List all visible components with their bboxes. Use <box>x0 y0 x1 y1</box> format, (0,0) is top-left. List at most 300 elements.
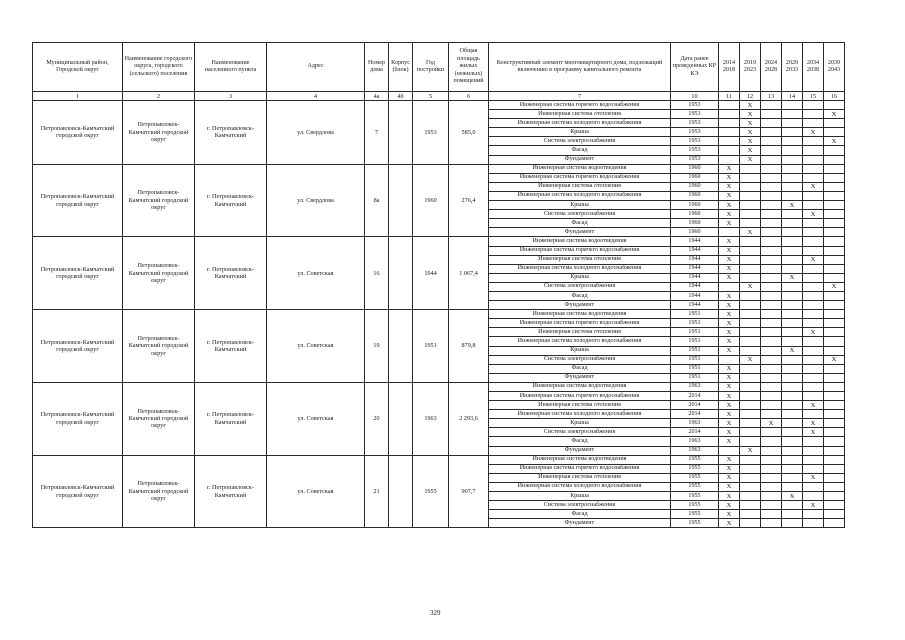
period-mark-cell <box>761 346 782 355</box>
period-mark-cell <box>803 301 824 310</box>
period-mark-cell: X <box>740 128 761 137</box>
col-header-period-2014-2018: 2014 2018 <box>719 43 740 92</box>
column-number: 1 <box>33 92 123 101</box>
period-mark-cell: X <box>719 428 740 437</box>
prior-repair-date-cell: 1944 <box>671 264 719 273</box>
prior-repair-date-cell: 1953 <box>671 119 719 128</box>
element-name-cell: Инженерная система отопления <box>489 473 671 482</box>
col-header-period-2039-2043: 2039 2043 <box>824 43 845 92</box>
period-mark-cell <box>740 428 761 437</box>
period-mark-cell <box>740 482 761 491</box>
period-mark-cell <box>803 137 824 146</box>
column-number: 4б <box>389 92 413 101</box>
column-number: 16 <box>824 92 845 101</box>
period-mark-cell: X <box>824 355 845 364</box>
prior-repair-date-cell: 1953 <box>671 110 719 119</box>
period-mark-cell <box>824 164 845 173</box>
period-mark-cell: X <box>719 510 740 519</box>
period-mark-cell <box>782 301 803 310</box>
element-name-cell: Фундамент <box>489 373 671 382</box>
period-mark-cell <box>803 492 824 501</box>
period-mark-cell <box>761 210 782 219</box>
period-mark-cell <box>719 355 740 364</box>
col-header-district: Муниципальный район, Городской округ <box>33 43 123 92</box>
period-mark-cell: X <box>719 273 740 282</box>
period-mark-cell: X <box>782 273 803 282</box>
prior-repair-date-cell: 1953 <box>671 146 719 155</box>
period-mark-cell <box>761 310 782 319</box>
col-header-period-2029-2033: 2029 2033 <box>782 43 803 92</box>
period-mark-cell <box>740 501 761 510</box>
period-mark-cell: X <box>719 201 740 210</box>
prior-repair-date-cell: 1955 <box>671 510 719 519</box>
period-mark-cell <box>824 382 845 391</box>
period-mark-cell: X <box>719 492 740 501</box>
prior-repair-date-cell: 1955 <box>671 455 719 464</box>
locality-cell: г. Петропавловск-Камчатский <box>195 310 267 383</box>
period-mark-cell: X <box>719 255 740 264</box>
period-mark-cell <box>824 291 845 300</box>
period-mark-cell: X <box>719 392 740 401</box>
house-number-cell: 8а <box>365 164 389 237</box>
element-name-cell: Инженерная система отопления <box>489 110 671 119</box>
period-mark-cell <box>740 301 761 310</box>
period-mark-cell <box>824 473 845 482</box>
period-mark-cell <box>782 364 803 373</box>
period-mark-cell: X <box>740 282 761 291</box>
period-mark-cell <box>761 173 782 182</box>
period-mark-cell <box>761 110 782 119</box>
period-mark-cell <box>782 264 803 273</box>
element-name-cell: Система электроснабжения <box>489 210 671 219</box>
period-mark-cell <box>803 392 824 401</box>
period-mark-cell <box>803 173 824 182</box>
period-mark-cell <box>719 101 740 110</box>
period-mark-cell: X <box>740 146 761 155</box>
district-cell: Петропавловск-Камчатский городской округ <box>33 310 123 383</box>
period-mark-cell <box>761 119 782 128</box>
period-mark-cell <box>824 364 845 373</box>
year-built-cell: 1963 <box>413 382 449 455</box>
period-mark-cell: X <box>803 128 824 137</box>
prior-repair-date-cell: 1955 <box>671 473 719 482</box>
column-number: 10 <box>671 92 719 101</box>
period-mark-cell <box>761 501 782 510</box>
element-name-cell: Инженерная система водоотведения <box>489 164 671 173</box>
period-mark-cell <box>761 355 782 364</box>
period-mark-cell: X <box>719 301 740 310</box>
address-cell: ул. Советская <box>267 237 365 310</box>
element-name-cell: Инженерная система горячего водоснабжения <box>489 246 671 255</box>
header-row <box>33 43 845 92</box>
period-mark-cell: X <box>719 437 740 446</box>
period-mark-cell <box>761 382 782 391</box>
period-mark-cell <box>782 164 803 173</box>
period-mark-cell <box>824 337 845 346</box>
period-mark-cell <box>824 482 845 491</box>
element-name-cell: Фасад <box>489 219 671 228</box>
period-mark-cell <box>761 519 782 528</box>
prior-repair-date-cell: 1960 <box>671 228 719 237</box>
period-mark-cell: X <box>761 419 782 428</box>
column-number-row <box>33 92 845 101</box>
period-mark-cell <box>740 310 761 319</box>
period-mark-cell <box>761 273 782 282</box>
element-name-cell: Инженерная система отопления <box>489 401 671 410</box>
period-mark-cell <box>740 519 761 528</box>
period-mark-cell: X <box>740 228 761 237</box>
period-mark-cell: X <box>803 428 824 437</box>
period-mark-cell: X <box>740 119 761 128</box>
period-mark-cell <box>803 310 824 319</box>
period-mark-cell <box>803 155 824 164</box>
col-header-block: Корпус (блок) <box>389 43 413 92</box>
prior-repair-date-cell: 1944 <box>671 246 719 255</box>
area-cell: 276,4 <box>449 164 489 237</box>
period-mark-cell <box>740 419 761 428</box>
period-mark-cell <box>803 119 824 128</box>
period-mark-cell <box>782 464 803 473</box>
col-header-period-2034-2038: 2034 2038 <box>803 43 824 92</box>
element-name-cell: Инженерная система холодного водоснабжения <box>489 264 671 273</box>
prior-repair-date-cell: 1951 <box>671 337 719 346</box>
period-mark-cell <box>803 110 824 119</box>
period-mark-cell <box>761 319 782 328</box>
period-mark-cell <box>782 428 803 437</box>
period-mark-cell <box>824 492 845 501</box>
period-mark-cell <box>803 273 824 282</box>
prior-repair-date-cell: 1963 <box>671 437 719 446</box>
register-page <box>32 42 845 528</box>
period-mark-cell <box>761 255 782 264</box>
prior-repair-date-cell: 1960 <box>671 201 719 210</box>
element-name-cell: Инженерная система горячего водоснабжения <box>489 464 671 473</box>
period-mark-cell <box>782 128 803 137</box>
element-name-cell: Инженерная система водоотведения <box>489 237 671 246</box>
period-mark-cell: X <box>740 137 761 146</box>
period-mark-cell <box>761 446 782 455</box>
period-mark-cell <box>719 446 740 455</box>
period-mark-cell <box>782 219 803 228</box>
year-built-cell: 1960 <box>413 164 449 237</box>
period-mark-cell <box>803 364 824 373</box>
prior-repair-date-cell: 1955 <box>671 464 719 473</box>
period-mark-cell: X <box>719 264 740 273</box>
period-mark-cell <box>761 155 782 164</box>
period-mark-cell: X <box>719 382 740 391</box>
locality-cell: г. Петропавловск-Камчатский <box>195 382 267 455</box>
period-mark-cell <box>761 228 782 237</box>
period-mark-cell <box>803 291 824 300</box>
period-mark-cell: X <box>782 492 803 501</box>
element-name-cell: Крыша <box>489 419 671 428</box>
period-mark-cell <box>740 237 761 246</box>
period-mark-cell <box>740 464 761 473</box>
element-name-cell: Крыша <box>489 128 671 137</box>
element-name-cell: Инженерная система водоотведения <box>489 455 671 464</box>
period-mark-cell: X <box>740 446 761 455</box>
period-mark-cell: X <box>719 337 740 346</box>
period-mark-cell <box>782 210 803 219</box>
locality-cell: г. Петропавловск-Камчатский <box>195 455 267 528</box>
prior-repair-date-cell: 1951 <box>671 328 719 337</box>
period-mark-cell: X <box>719 464 740 473</box>
element-name-cell: Инженерная система холодного водоснабжения <box>489 410 671 419</box>
district-cell: Петропавловск-Камчатский городской округ <box>33 455 123 528</box>
period-mark-cell <box>782 255 803 264</box>
period-mark-cell <box>761 246 782 255</box>
block-cell <box>389 382 413 455</box>
period-mark-cell <box>824 146 845 155</box>
period-mark-cell <box>782 119 803 128</box>
period-mark-cell: X <box>824 110 845 119</box>
col-header-house-number: Номер дома <box>365 43 389 92</box>
period-mark-cell <box>761 282 782 291</box>
period-mark-cell <box>782 510 803 519</box>
period-mark-cell <box>740 173 761 182</box>
house-number-cell: 21 <box>365 455 389 528</box>
column-number: 3 <box>195 92 267 101</box>
period-mark-cell <box>803 282 824 291</box>
area-cell: 1 067,4 <box>449 237 489 310</box>
period-mark-cell <box>740 273 761 282</box>
period-mark-cell <box>761 264 782 273</box>
period-mark-cell <box>782 182 803 191</box>
prior-repair-date-cell: 1951 <box>671 319 719 328</box>
period-mark-cell: X <box>719 410 740 419</box>
address-cell: ул. Советская <box>267 455 365 528</box>
element-name-cell: Фундамент <box>489 228 671 237</box>
period-mark-cell <box>803 191 824 200</box>
period-mark-cell <box>782 291 803 300</box>
period-mark-cell <box>719 128 740 137</box>
period-mark-cell <box>782 355 803 364</box>
period-mark-cell <box>782 146 803 155</box>
address-cell: ул. Свердлова <box>267 164 365 237</box>
prior-repair-date-cell: 1944 <box>671 237 719 246</box>
period-mark-cell: X <box>740 155 761 164</box>
prior-repair-date-cell: 1951 <box>671 310 719 319</box>
period-mark-cell <box>740 319 761 328</box>
period-mark-cell <box>740 210 761 219</box>
period-mark-cell <box>740 346 761 355</box>
element-name-cell: Крыша <box>489 201 671 210</box>
column-number: 13 <box>761 92 782 101</box>
prior-repair-date-cell: 1963 <box>671 446 719 455</box>
prior-repair-date-cell: 1960 <box>671 219 719 228</box>
prior-repair-date-cell: 1960 <box>671 164 719 173</box>
period-mark-cell <box>719 282 740 291</box>
prior-repair-date-cell: 1955 <box>671 501 719 510</box>
period-mark-cell <box>782 155 803 164</box>
element-name-cell: Фасад <box>489 291 671 300</box>
period-mark-cell <box>782 310 803 319</box>
period-mark-cell <box>824 228 845 237</box>
house-number-cell: 7 <box>365 101 389 165</box>
district-cell: Петропавловск-Камчатский городской округ <box>33 101 123 165</box>
table-row <box>33 101 845 110</box>
period-mark-cell: X <box>719 482 740 491</box>
element-name-cell: Система электроснабжения <box>489 137 671 146</box>
prior-repair-date-cell: 2014 <box>671 410 719 419</box>
prior-repair-date-cell: 1960 <box>671 173 719 182</box>
element-name-cell: Инженерная система водоотведения <box>489 382 671 391</box>
area-cell: 2 293,6 <box>449 382 489 455</box>
element-name-cell: Инженерная система холодного водоснабжения <box>489 191 671 200</box>
period-mark-cell <box>824 301 845 310</box>
period-mark-cell <box>782 228 803 237</box>
col-header-period-2024-2028: 2024 2028 <box>761 43 782 92</box>
period-mark-cell <box>824 210 845 219</box>
period-mark-cell <box>824 319 845 328</box>
element-name-cell: Фундамент <box>489 519 671 528</box>
period-mark-cell: X <box>782 346 803 355</box>
col-header-area: Общая площадь жилых (нежилых) помещений <box>449 43 489 92</box>
period-mark-cell: X <box>719 364 740 373</box>
period-mark-cell <box>824 519 845 528</box>
period-mark-cell: X <box>740 101 761 110</box>
period-mark-cell: X <box>803 401 824 410</box>
period-mark-cell <box>782 173 803 182</box>
element-name-cell: Крыша <box>489 492 671 501</box>
period-mark-cell <box>782 373 803 382</box>
period-mark-cell <box>782 473 803 482</box>
element-name-cell: Инженерная система отопления <box>489 255 671 264</box>
period-mark-cell: X <box>719 191 740 200</box>
period-mark-cell <box>782 482 803 491</box>
period-mark-cell <box>761 164 782 173</box>
period-mark-cell <box>761 464 782 473</box>
period-mark-cell <box>782 455 803 464</box>
prior-repair-date-cell: 1951 <box>671 355 719 364</box>
block-cell <box>389 237 413 310</box>
element-name-cell: Фасад <box>489 146 671 155</box>
period-mark-cell <box>824 464 845 473</box>
period-mark-cell <box>761 137 782 146</box>
settlement-cell: Петропавловск-Камчатский городской округ <box>123 455 195 528</box>
period-mark-cell <box>761 473 782 482</box>
period-mark-cell <box>782 519 803 528</box>
period-mark-cell <box>824 246 845 255</box>
prior-repair-date-cell: 1963 <box>671 382 719 391</box>
period-mark-cell <box>782 437 803 446</box>
period-mark-cell: X <box>719 219 740 228</box>
period-mark-cell: X <box>719 237 740 246</box>
period-mark-cell <box>761 492 782 501</box>
element-name-cell: Фундамент <box>489 301 671 310</box>
settlement-cell: Петропавловск-Камчатский городской округ <box>123 101 195 165</box>
column-number: 15 <box>803 92 824 101</box>
period-mark-cell <box>803 337 824 346</box>
col-header-settlement: Наименование городского округа, городского (сельского) поселения <box>123 43 195 92</box>
period-mark-cell <box>824 119 845 128</box>
year-built-cell: 1953 <box>413 101 449 165</box>
period-mark-cell <box>782 392 803 401</box>
period-mark-cell <box>782 110 803 119</box>
period-mark-cell: X <box>824 282 845 291</box>
prior-repair-date-cell: 2014 <box>671 428 719 437</box>
period-mark-cell <box>740 401 761 410</box>
element-name-cell: Инженерная система горячего водоснабжения <box>489 173 671 182</box>
period-mark-cell <box>824 328 845 337</box>
period-mark-cell: X <box>803 210 824 219</box>
page-number: 329 <box>430 609 441 617</box>
block-cell <box>389 455 413 528</box>
period-mark-cell <box>803 519 824 528</box>
period-mark-cell: X <box>803 501 824 510</box>
period-mark-cell <box>719 137 740 146</box>
prior-repair-date-cell: 1953 <box>671 155 719 164</box>
period-mark-cell <box>761 201 782 210</box>
period-mark-cell <box>761 128 782 137</box>
settlement-cell: Петропавловск-Камчатский городской округ <box>123 382 195 455</box>
column-number: 2 <box>123 92 195 101</box>
period-mark-cell <box>740 255 761 264</box>
element-name-cell: Система электроснабжения <box>489 501 671 510</box>
period-mark-cell: X <box>719 291 740 300</box>
prior-repair-date-cell: 1951 <box>671 346 719 355</box>
period-mark-cell <box>761 392 782 401</box>
period-mark-cell: X <box>803 328 824 337</box>
column-number: 5 <box>413 92 449 101</box>
period-mark-cell <box>740 364 761 373</box>
period-mark-cell <box>803 201 824 210</box>
house-number-cell: 20 <box>365 382 389 455</box>
element-name-cell: Крыша <box>489 346 671 355</box>
capital-repair-table <box>32 42 845 528</box>
period-mark-cell <box>824 419 845 428</box>
column-number: 6 <box>449 92 489 101</box>
col-header-period-2019-2023: 2019 2023 <box>740 43 761 92</box>
period-mark-cell: X <box>740 110 761 119</box>
col-header-prior-repair-date: Дата ранее проведенных КР КЭ <box>671 43 719 92</box>
period-mark-cell <box>761 364 782 373</box>
period-mark-cell <box>740 337 761 346</box>
period-mark-cell: X <box>719 419 740 428</box>
period-mark-cell <box>782 419 803 428</box>
period-mark-cell <box>740 473 761 482</box>
period-mark-cell <box>782 401 803 410</box>
period-mark-cell <box>782 237 803 246</box>
period-mark-cell <box>740 492 761 501</box>
element-name-cell: Система электроснабжения <box>489 428 671 437</box>
prior-repair-date-cell: 1953 <box>671 128 719 137</box>
period-mark-cell <box>824 346 845 355</box>
period-mark-cell <box>782 246 803 255</box>
period-mark-cell <box>824 437 845 446</box>
table-row <box>33 237 845 246</box>
period-mark-cell: X <box>719 373 740 382</box>
period-mark-cell <box>824 373 845 382</box>
locality-cell: г. Петропавловск-Камчатский <box>195 237 267 310</box>
period-mark-cell <box>803 455 824 464</box>
period-mark-cell <box>761 182 782 191</box>
period-mark-cell: X <box>719 455 740 464</box>
element-name-cell: Инженерная система горячего водоснабжения <box>489 101 671 110</box>
element-name-cell: Фундамент <box>489 446 671 455</box>
period-mark-cell <box>782 101 803 110</box>
period-mark-cell <box>803 355 824 364</box>
prior-repair-date-cell: 1944 <box>671 255 719 264</box>
period-mark-cell: X <box>719 319 740 328</box>
period-mark-cell <box>782 501 803 510</box>
element-name-cell: Фасад <box>489 364 671 373</box>
period-mark-cell <box>824 401 845 410</box>
period-mark-cell: X <box>719 246 740 255</box>
period-mark-cell <box>740 510 761 519</box>
table-row <box>33 382 845 391</box>
prior-repair-date-cell: 1944 <box>671 301 719 310</box>
